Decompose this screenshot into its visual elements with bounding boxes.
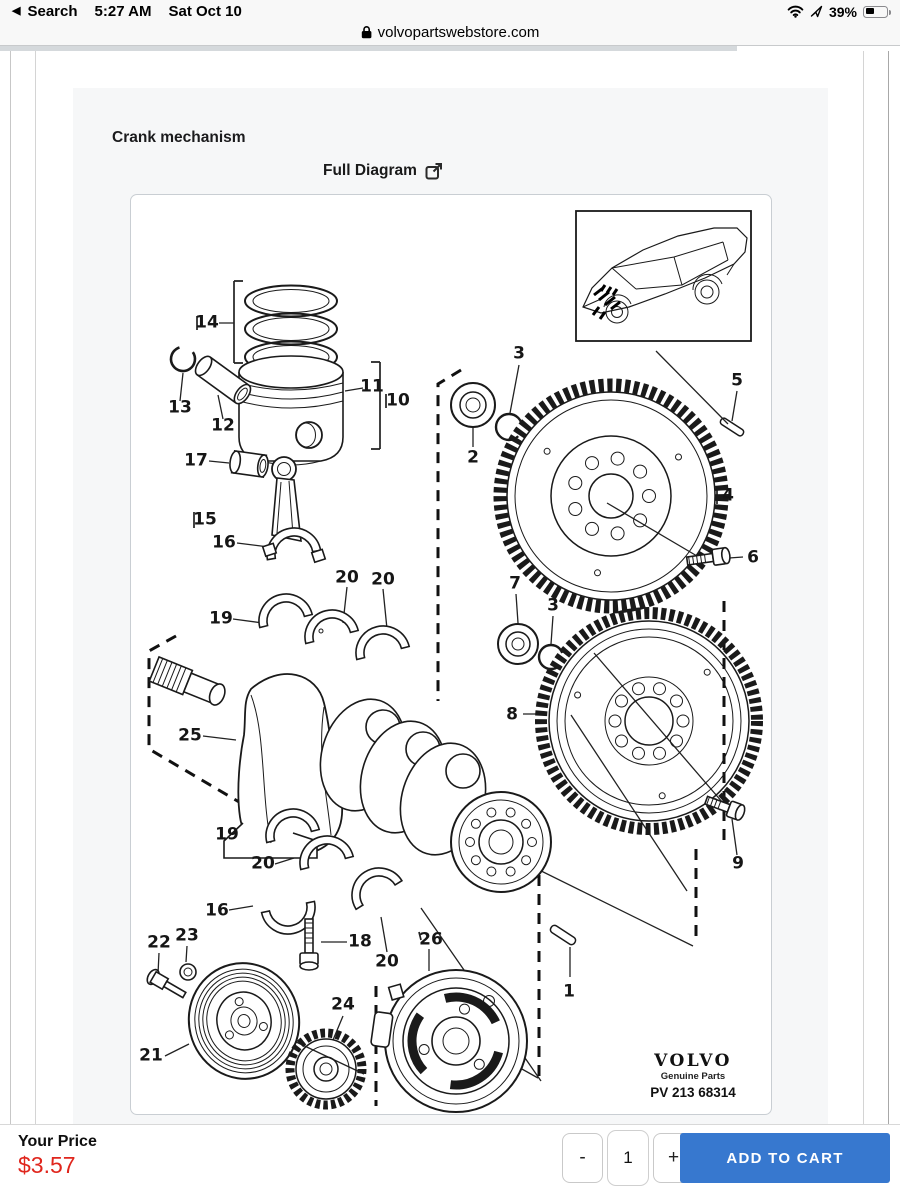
product-card: [73, 88, 828, 1125]
part-number: PV 213 68314: [650, 1085, 736, 1100]
part-label-19: 19: [215, 824, 239, 845]
clock-date: Sat Oct 10: [168, 3, 242, 20]
table-border-line: [863, 51, 864, 1125]
table-border-line: [35, 51, 36, 1125]
part-label-20: 20: [251, 853, 275, 874]
part-label-4: 4: [722, 485, 734, 506]
table-border-line: [888, 51, 889, 1125]
part-label-20: 20: [371, 569, 395, 590]
parts-diagram[interactable]: [130, 194, 772, 1115]
part-label-13: 13: [168, 397, 192, 418]
address-bar[interactable]: [0, 20, 900, 44]
part-label-22: 22: [147, 932, 171, 953]
purchase-bar: [0, 1124, 900, 1200]
lock-icon: [361, 25, 372, 39]
part-label-23: 23: [175, 925, 199, 946]
part-label-14: 14: [195, 312, 219, 333]
full-diagram-link[interactable]: [323, 162, 443, 180]
back-to-search[interactable]: [12, 3, 242, 20]
add-to-cart-button[interactable]: ADD TO CART: [680, 1133, 890, 1183]
part-label-20: 20: [375, 951, 399, 972]
part-label-19: 19: [209, 608, 233, 629]
part-label-6: 6: [747, 547, 759, 568]
part-label-16: 16: [212, 532, 236, 553]
part-label-1: 1: [563, 981, 575, 1002]
external-link-icon: [425, 162, 443, 180]
quantity-input[interactable]: [607, 1130, 649, 1186]
price-label: Your Price: [18, 1133, 97, 1150]
location-arrow-icon: [810, 5, 823, 18]
part-label-17: 17: [184, 450, 208, 471]
part-label-2: 2: [467, 447, 479, 468]
full-diagram-label: Full Diagram: [323, 162, 417, 179]
browser-chrome: [0, 0, 900, 46]
clock-time: 5:27 AM: [94, 3, 152, 20]
part-label-8: 8: [506, 704, 518, 725]
brand-name: VOLVO: [654, 1051, 732, 1071]
part-label-26: 26: [419, 929, 443, 950]
part-label-15: 15: [193, 509, 217, 530]
part-label-18: 18: [348, 931, 372, 952]
price-value: $3.57: [18, 1152, 76, 1178]
part-label-3: 3: [513, 343, 525, 364]
back-arrow-icon: ◀: [12, 5, 21, 17]
battery-icon: [863, 6, 888, 18]
back-label: Search: [27, 3, 78, 20]
wifi-icon: [787, 5, 804, 18]
part-label-10: 10: [386, 390, 410, 411]
table-border-line: [10, 51, 11, 1125]
part-label-12: 12: [211, 415, 235, 436]
battery-percent: 39%: [828, 3, 857, 20]
status-indicators: [787, 4, 888, 20]
brand-subtitle: Genuine Parts: [660, 1071, 726, 1082]
part-label-21: 21: [139, 1045, 163, 1066]
quantity-decrease-button[interactable]: -: [562, 1133, 603, 1183]
part-label-11: 11: [360, 376, 384, 397]
part-label-24: 24: [331, 994, 355, 1015]
part-label-3: 3: [547, 595, 559, 616]
part-label-16: 16: [205, 900, 229, 921]
url-text: volvopartswebstore.com: [377, 23, 540, 41]
quantity-increase-button[interactable]: +: [653, 1133, 694, 1183]
part-label-9: 9: [732, 853, 744, 874]
page-title: Crank mechanism: [112, 129, 246, 146]
brand-block: [636, 1051, 750, 1100]
part-label-20: 20: [335, 567, 359, 588]
part-labels-layer: [131, 195, 771, 1114]
status-bar: [0, 2, 900, 21]
part-label-7: 7: [509, 573, 521, 594]
part-label-25: 25: [178, 725, 202, 746]
part-label-5: 5: [731, 370, 743, 391]
